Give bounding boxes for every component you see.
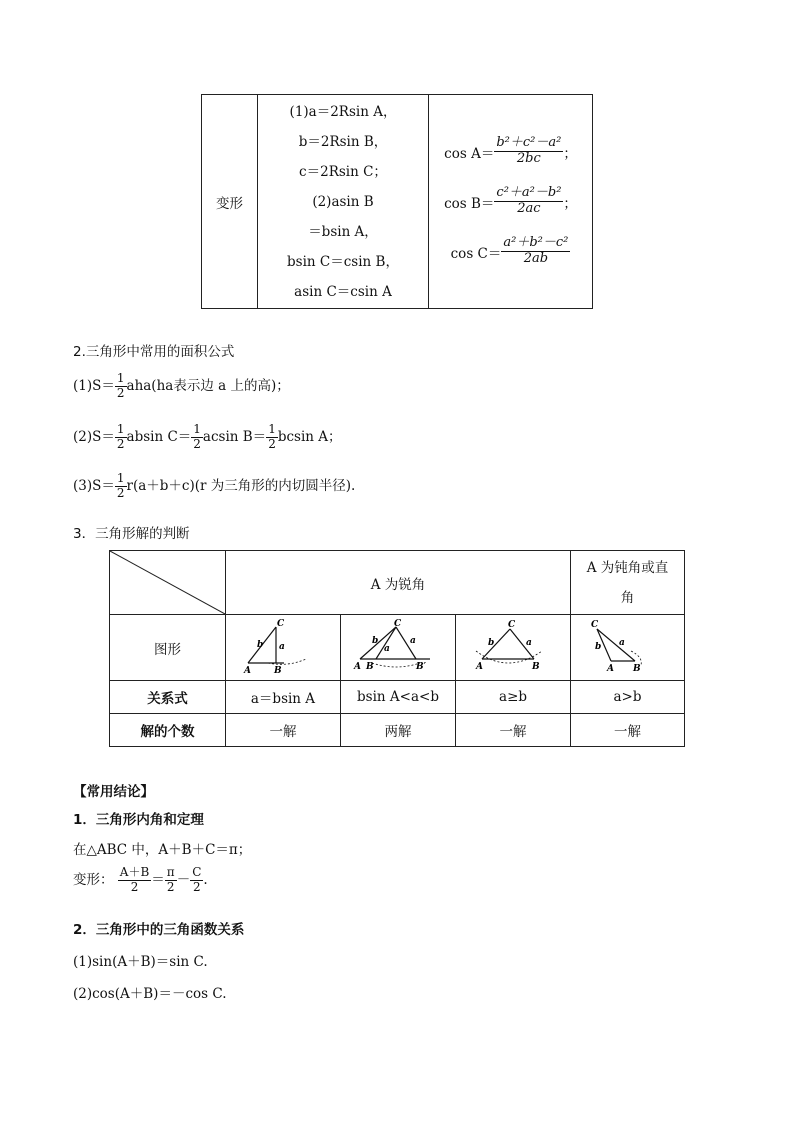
conclusion-1-statement: 在△ABC 中，A＋B＋C＝π； xyxy=(73,842,252,858)
half-num: 1 xyxy=(116,471,125,485)
figure-cell-1 xyxy=(226,615,341,681)
f2-mid-2: acsin B＝ xyxy=(202,428,267,445)
figure-cell-3 xyxy=(456,615,571,681)
variant-num-2: π xyxy=(166,865,175,879)
variant-tail: . xyxy=(203,871,208,888)
fig2-label-a-inner: a xyxy=(384,643,390,654)
cos-b-lhs: cos B＝ xyxy=(444,195,495,212)
half-num: 1 xyxy=(116,422,125,436)
f2-mid-1: absin C＝ xyxy=(126,428,192,445)
f1-suffix: aha(ha表示边 a 上的高)； xyxy=(126,377,290,394)
solve-heading: 3．三角形解的判断 xyxy=(73,526,190,542)
cos-b-formula xyxy=(429,177,592,227)
fig2-label-a-outer: a xyxy=(410,635,416,646)
f2-suffix: bcsin A； xyxy=(277,428,342,445)
cos-a-fraction xyxy=(494,136,563,167)
half-den: 2 xyxy=(116,485,125,500)
count-cell-2 xyxy=(340,714,455,747)
transformation-table xyxy=(201,94,593,309)
cos-a-tail: ； xyxy=(563,145,577,162)
diagonal-line xyxy=(110,551,225,614)
count-row-label: 解的个数 xyxy=(140,724,195,740)
half-den: 2 xyxy=(116,385,125,400)
form-line-3: c＝2Rsin C； xyxy=(299,163,387,180)
f1-half xyxy=(115,372,127,401)
f2-prefix: (2)S＝ xyxy=(73,428,115,445)
obtuse-header-cell xyxy=(571,551,685,615)
relation-cell-3 xyxy=(456,681,571,714)
fig1-label-a: a xyxy=(278,641,285,652)
relation-4: a>b xyxy=(613,689,642,705)
variant-den-1: 2 xyxy=(130,879,139,894)
area-heading: 2.三角形中常用的面积公式 xyxy=(73,344,235,360)
conclusion-2-relation-2: (2)cos(A＋B)＝－cos C. xyxy=(73,986,227,1002)
fig3-label-B: B xyxy=(532,661,540,672)
conclusion-1-variant xyxy=(73,866,208,895)
figure-row-label: 图形 xyxy=(154,641,181,658)
half-num: 1 xyxy=(116,371,125,385)
cos-c-fraction xyxy=(501,236,570,267)
count-2: 两解 xyxy=(384,724,412,740)
form-line-7: asin C＝csin A xyxy=(294,283,392,300)
obtuse-header-line-2: 角 xyxy=(620,589,635,606)
figure-cell-4 xyxy=(571,615,685,681)
cos-a-den: 2bc xyxy=(516,151,541,166)
variant-den-2: 2 xyxy=(166,879,175,894)
count-cell-4 xyxy=(571,714,685,747)
half-num: 1 xyxy=(268,422,276,436)
f3-suffix: r(a＋b＋c)(r 为三角形的内切圆半径). xyxy=(126,477,356,494)
fig2-label-A: A xyxy=(354,661,361,672)
figure-cell-2 xyxy=(340,615,455,681)
count-cell-1 xyxy=(226,714,341,747)
variant-minus: － xyxy=(176,871,191,888)
count-4: 一解 xyxy=(614,724,641,740)
fig2-label-C: C xyxy=(394,618,402,629)
diagonal-corner-cell xyxy=(110,551,226,615)
area-formula-2 xyxy=(73,423,342,452)
relation-cell-1 xyxy=(226,681,341,714)
relation-2: bsin A<a<b xyxy=(357,689,439,705)
fig2-label-Bprime: B′ xyxy=(416,661,426,672)
form-line-1: (1)a＝2Rsin A， xyxy=(289,103,397,120)
fig2-label-b: b xyxy=(372,635,379,646)
cos-c-num: a²＋b²－c² xyxy=(503,235,569,251)
fig3-label-a: a xyxy=(526,637,532,648)
f2-half-3 xyxy=(266,423,278,452)
cos-a-formula xyxy=(429,127,592,177)
conclusion-2-heading: 2．三角形中的三角函数关系 xyxy=(73,922,245,938)
count-1: 一解 xyxy=(269,724,297,740)
fig4-label-B: B xyxy=(632,663,641,674)
count-cell-3 xyxy=(456,714,571,747)
count-row-label-cell xyxy=(110,714,226,747)
f3-half xyxy=(115,472,127,501)
cos-c-formula xyxy=(429,227,592,277)
area-formula-3 xyxy=(73,472,355,501)
form-line-2: b＝2Rsin B， xyxy=(298,133,388,150)
cos-a-lhs: cos A＝ xyxy=(444,145,495,162)
relation-cell-2 xyxy=(340,681,455,714)
fig3-label-A: A xyxy=(476,661,484,672)
variant-frac-3 xyxy=(190,866,203,895)
fig4-label-A: A xyxy=(606,663,614,674)
acute-header-cell xyxy=(226,551,571,615)
variant-frac-1 xyxy=(118,866,152,895)
obtuse-header-line-1: A 为钝角或直 xyxy=(586,559,669,576)
f2-half-1 xyxy=(115,423,127,452)
triangle-figure-1 xyxy=(238,617,328,675)
half-den: 2 xyxy=(268,436,276,451)
fig3-label-C: C xyxy=(508,619,516,630)
cos-b-tail: ； xyxy=(563,195,577,212)
f2-half-2 xyxy=(191,423,203,452)
cos-a-num: b²＋c²－a² xyxy=(496,135,562,151)
row-label: 变形 xyxy=(216,195,243,212)
variant-frac-2 xyxy=(165,866,177,895)
f3-prefix: (3)S＝ xyxy=(73,477,115,494)
half-den: 2 xyxy=(193,436,201,451)
variant-eq: ＝ xyxy=(151,871,165,888)
cos-c-den: 2ab xyxy=(523,251,549,266)
fig1-label-b: b xyxy=(256,639,264,650)
half-num: 1 xyxy=(193,422,201,436)
fig1-label-B: B xyxy=(273,665,282,675)
triangle-figure-3 xyxy=(468,617,558,675)
fig3-label-b: b xyxy=(488,637,495,648)
variant-prefix: 变形： xyxy=(73,871,114,888)
variant-num-3: C xyxy=(192,865,202,879)
sine-law-forms-cell xyxy=(258,95,429,309)
cos-b-num: c²＋a²－b² xyxy=(496,185,562,201)
cos-c-lhs: cos C＝ xyxy=(450,245,502,262)
conclusion-2-relation-1: (1)sin(A＋B)＝sin C. xyxy=(73,954,208,970)
cos-b-fraction xyxy=(494,186,563,217)
relation-3: a≥b xyxy=(499,689,528,705)
fig4-label-b: b xyxy=(594,641,601,652)
fig4-label-C: C xyxy=(590,619,598,630)
relation-cell-4 xyxy=(571,681,685,714)
fig2-label-B: B xyxy=(366,661,374,672)
relation-1: a＝bsin A xyxy=(250,691,316,707)
fig4-label-a: a xyxy=(618,637,625,648)
acute-header: A 为锐角 xyxy=(370,576,426,593)
form-line-6: bsin C＝csin B， xyxy=(287,253,399,270)
variant-num-1: A＋B xyxy=(119,865,150,879)
form-line-4: (2)asin B xyxy=(312,193,374,210)
f1-prefix: (1)S＝ xyxy=(73,377,115,394)
variant-den-3: 2 xyxy=(192,879,201,894)
triangle-figure-4 xyxy=(583,617,673,675)
row-label-cell xyxy=(202,95,258,309)
count-3: 一解 xyxy=(499,724,527,740)
conclusions-heading: 【常用结论】 xyxy=(73,784,154,800)
fig1-label-C: C xyxy=(276,618,285,629)
area-formula-1 xyxy=(73,372,290,401)
triangle-figure-2 xyxy=(350,617,446,675)
relation-row-label-cell xyxy=(110,681,226,714)
figure-row-label-cell xyxy=(110,615,226,681)
conclusion-1-heading: 1．三角形内角和定理 xyxy=(73,812,204,828)
form-line-5: ＝bsin A， xyxy=(308,223,378,240)
fig1-label-A: A xyxy=(243,665,251,675)
cosine-forms-cell xyxy=(429,95,593,309)
half-den: 2 xyxy=(116,436,125,451)
solution-judgement-table xyxy=(109,550,685,747)
relation-row-label: 关系式 xyxy=(147,691,188,707)
cos-b-den: 2ac xyxy=(517,201,541,216)
